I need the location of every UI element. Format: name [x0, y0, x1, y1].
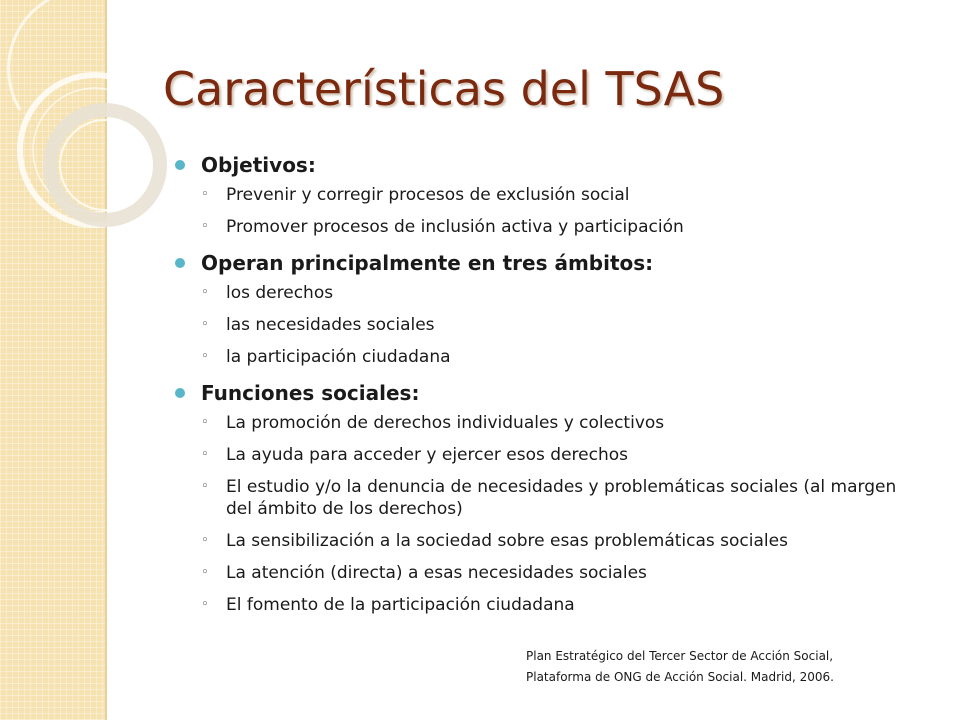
ring-bullet-icon: ◦ [201, 447, 209, 462]
ring-bullet-icon: ◦ [201, 565, 209, 580]
list-item: ◦ La atención (directa) a esas necesidades sociales [201, 563, 647, 583]
ring-bullet-icon: ◦ [201, 187, 209, 202]
list-item: ◦ Promover procesos de inclusión activa y participación [201, 217, 684, 237]
list-item: ◦ El fomento de la participación ciudadana [201, 595, 575, 615]
ring-bullet-icon: ◦ [201, 479, 209, 494]
list-item: ◦ los derechos [201, 283, 334, 303]
slide-title: Características del TSAS [163, 62, 725, 116]
source-citation [526, 646, 886, 688]
list-item: ◦ La sensibilización a la sociedad sobre esas problemáticas sociales [201, 531, 788, 551]
ring-bullet-icon: ◦ [201, 533, 209, 548]
bullet-content [175, 150, 915, 626]
ring-bullet-icon: ◦ [201, 597, 209, 612]
bullet-dot-icon [175, 258, 185, 268]
sub-list [201, 184, 915, 238]
list-item: ◦ las necesidades sociales [201, 315, 435, 335]
list-item: ◦ Prevenir y corregir procesos de exclusión social [201, 185, 630, 205]
section-ambitos [175, 248, 915, 368]
list-item: ◦ El estudio y/o la denuncia de necesidades y problemáticas sociales (al margen del ámbito de los derechos) [201, 477, 897, 519]
sub-list [201, 412, 915, 616]
bullet-dot-icon [175, 160, 185, 170]
ring-bullet-icon: ◦ [201, 285, 209, 300]
section-heading: Funciones sociales: [201, 381, 420, 405]
list-item: ◦ la participación ciudadana [201, 347, 451, 367]
section-heading: Objetivos: [201, 153, 316, 177]
section-funciones [175, 378, 915, 616]
bullet-dot-icon [175, 388, 185, 398]
sub-list [201, 282, 915, 368]
ring-bullet-icon: ◦ [201, 219, 209, 234]
source-line-1: Plan Estratégico del Tercer Sector de Acción Social, [526, 649, 834, 663]
ring-bullet-icon: ◦ [201, 415, 209, 430]
ring-bullet-icon: ◦ [201, 349, 209, 364]
list-item: ◦ La ayuda para acceder y ejercer esos derechos [201, 445, 628, 465]
ring-bullet-icon: ◦ [201, 317, 209, 332]
list-item: ◦ La promoción de derechos individuales y colectivos [201, 413, 665, 433]
source-line-2: Plataforma de ONG de Acción Social. Madrid, 2006. [526, 670, 834, 684]
section-objetivos [175, 150, 915, 238]
section-heading: Operan principalmente en tres ámbitos: [201, 251, 654, 275]
